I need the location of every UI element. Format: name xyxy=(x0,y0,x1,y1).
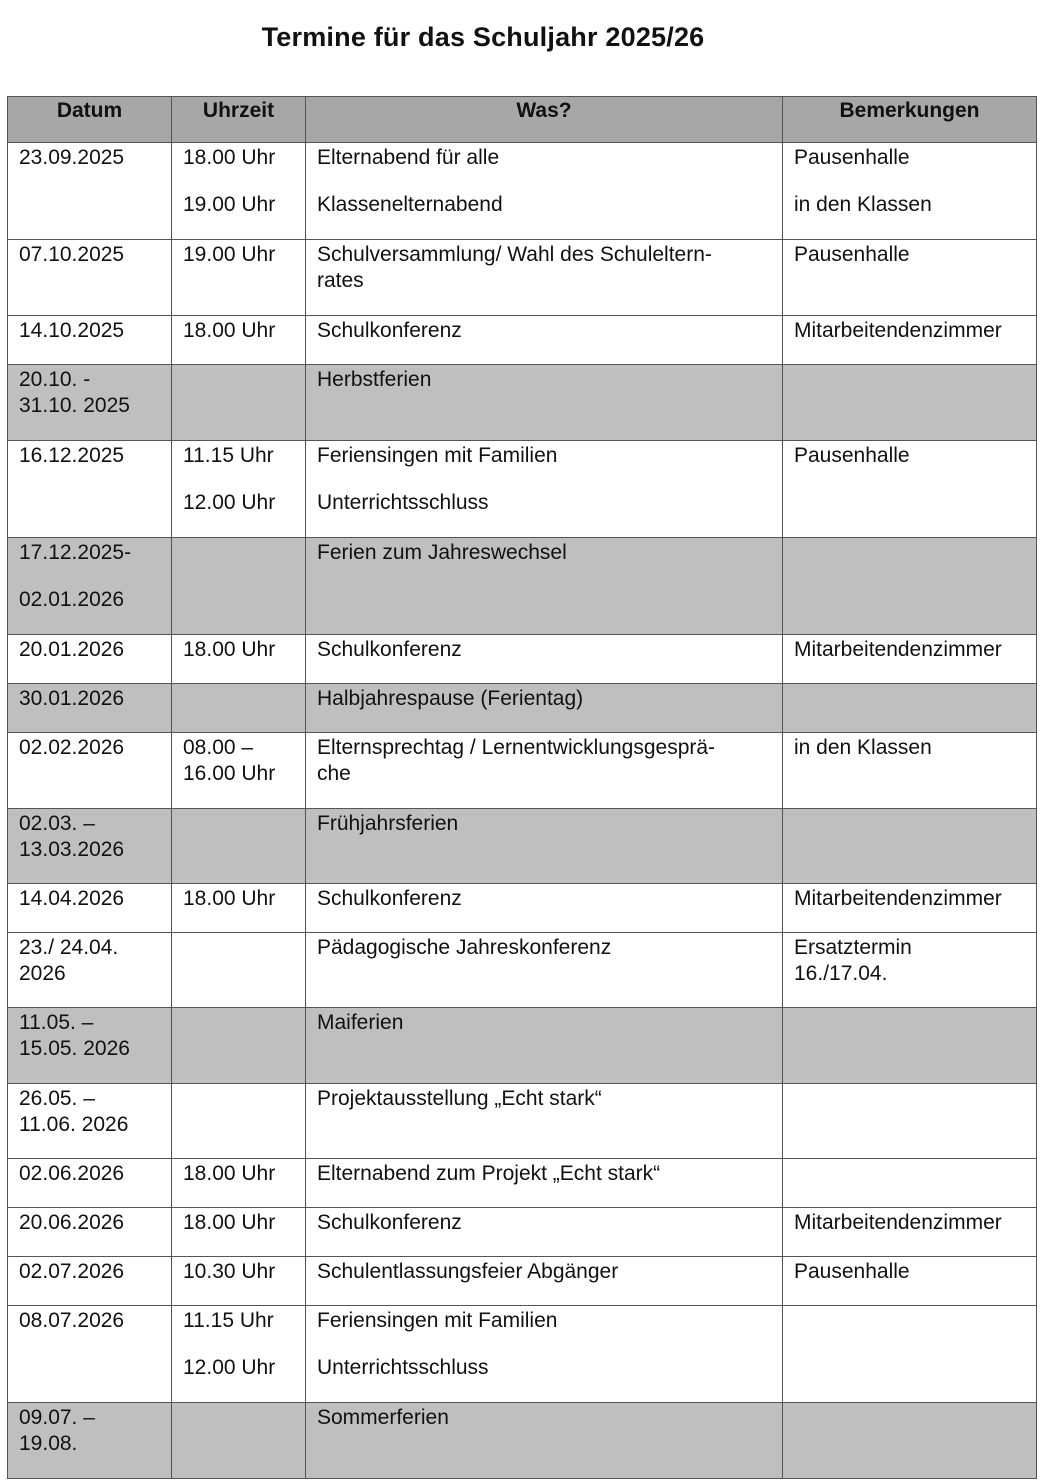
cell-what-line: Unterrichtsschluss xyxy=(317,1356,489,1379)
cell-remarks-line: Pausenhalle xyxy=(794,1260,910,1283)
cell-date-line: 23./ 24.04. xyxy=(19,936,119,959)
cell-what-line: Feriensingen mit Familien xyxy=(317,1309,558,1332)
cell-time-line: 18.00 Uhr xyxy=(183,319,276,342)
table-row xyxy=(8,933,1037,1008)
cell-date-line: 30.01.2026 xyxy=(19,687,125,710)
table-row xyxy=(8,365,1037,441)
cell-remarks xyxy=(783,884,1037,933)
cell-what xyxy=(306,240,783,316)
cell-what xyxy=(306,884,783,933)
cell-what-line: Schulkonferenz xyxy=(317,887,462,910)
cell-what xyxy=(306,538,783,635)
cell-what-line: Elternabend zum Projekt „Echt stark“ xyxy=(317,1162,661,1185)
cell-date-line: 08.07.2026 xyxy=(19,1309,125,1332)
cell-what-line: Projektausstellung „Echt stark“ xyxy=(317,1087,602,1110)
cell-date xyxy=(8,316,172,365)
cell-date xyxy=(8,1257,172,1306)
cell-remarks-line: 16./17.04. xyxy=(794,962,888,985)
cell-what xyxy=(306,1257,783,1306)
table-row xyxy=(8,240,1037,316)
cell-remarks-line: Pausenhalle xyxy=(794,243,910,266)
table-body xyxy=(8,143,1037,1479)
cell-remarks xyxy=(783,1403,1037,1479)
cell-remarks xyxy=(783,1159,1037,1208)
cell-what-line: Klassenelternabend xyxy=(317,193,503,216)
cell-remarks xyxy=(783,365,1037,441)
cell-remarks-line: Pausenhalle xyxy=(794,146,910,169)
cell-remarks-line: in den Klassen xyxy=(794,736,932,759)
cell-time xyxy=(172,1257,306,1306)
cell-date-line: 09.07. – xyxy=(19,1406,95,1429)
cell-remarks-line: in den Klassen xyxy=(794,193,932,216)
cell-time xyxy=(172,1008,306,1084)
table-header xyxy=(8,97,1037,143)
cell-remarks xyxy=(783,809,1037,884)
cell-date-line: 31.10. 2025 xyxy=(19,394,130,417)
column-header-time: Uhrzeit xyxy=(172,97,306,143)
cell-what xyxy=(306,143,783,240)
cell-what-line: Maiferien xyxy=(317,1011,404,1034)
cell-remarks xyxy=(783,635,1037,684)
table-row xyxy=(8,1403,1037,1479)
cell-time-line: 11.15 Uhr xyxy=(183,1309,274,1332)
cell-time-line: 19.00 Uhr xyxy=(183,193,276,216)
cell-date-line: 26.05. – xyxy=(19,1087,95,1110)
cell-date xyxy=(8,1084,172,1159)
cell-time-line: 16.00 Uhr xyxy=(183,762,276,785)
cell-time-line: 18.00 Uhr xyxy=(183,1211,276,1234)
cell-time-line: 08.00 – xyxy=(183,736,254,759)
cell-what-line: Feriensingen mit Familien xyxy=(317,444,558,467)
cell-what-line: Ferien zum Jahreswechsel xyxy=(317,541,567,564)
cell-time-line: 11.15 Uhr xyxy=(183,444,274,467)
cell-date xyxy=(8,733,172,809)
cell-time xyxy=(172,1084,306,1159)
column-header-what: Was? xyxy=(306,97,783,143)
cell-what-line: Schulkonferenz xyxy=(317,1211,462,1234)
table-row xyxy=(8,538,1037,635)
cell-what-line: Unterrichtsschluss xyxy=(317,491,489,514)
cell-date-line: 14.10.2025 xyxy=(19,319,125,342)
table-row xyxy=(8,684,1037,733)
cell-date xyxy=(8,538,172,635)
cell-date-line: 20.06.2026 xyxy=(19,1211,125,1234)
cell-what xyxy=(306,441,783,538)
table-row xyxy=(8,884,1037,933)
cell-what xyxy=(306,1306,783,1403)
table-row xyxy=(8,635,1037,684)
cell-remarks xyxy=(783,1008,1037,1084)
cell-time xyxy=(172,240,306,316)
table-row xyxy=(8,1257,1037,1306)
cell-remarks xyxy=(783,316,1037,365)
cell-time xyxy=(172,733,306,809)
cell-time xyxy=(172,809,306,884)
cell-time xyxy=(172,933,306,1008)
document-title: Termine für das Schuljahr 2025/26 xyxy=(261,22,705,52)
cell-remarks xyxy=(783,441,1037,538)
table-row xyxy=(8,809,1037,884)
cell-what-line: Schulkonferenz xyxy=(317,319,462,342)
cell-what-line: Sommerferien xyxy=(317,1406,449,1429)
cell-time-line: 18.00 Uhr xyxy=(183,1162,276,1185)
cell-remarks xyxy=(783,1257,1037,1306)
cell-date-line: 23.09.2025 xyxy=(19,146,125,169)
cell-what-line: Pädagogische Jahreskonferenz xyxy=(317,936,612,959)
cell-date xyxy=(8,809,172,884)
cell-date xyxy=(8,884,172,933)
cell-date-line: 02.07.2026 xyxy=(19,1260,125,1283)
cell-time xyxy=(172,538,306,635)
column-header-date: Datum xyxy=(8,97,172,143)
cell-remarks-line: Pausenhalle xyxy=(794,444,910,467)
cell-what-line: Frühjahrsferien xyxy=(317,812,459,835)
table-row xyxy=(8,1084,1037,1159)
table-row xyxy=(8,1008,1037,1084)
cell-time-line: 12.00 Uhr xyxy=(183,491,276,514)
cell-date xyxy=(8,365,172,441)
cell-what xyxy=(306,684,783,733)
cell-what xyxy=(306,1208,783,1257)
cell-date-line: 13.03.2026 xyxy=(19,838,125,861)
cell-time xyxy=(172,143,306,240)
cell-date xyxy=(8,1008,172,1084)
cell-what xyxy=(306,809,783,884)
cell-time xyxy=(172,884,306,933)
cell-date-line: 16.12.2025 xyxy=(19,444,125,467)
cell-time xyxy=(172,635,306,684)
cell-what-line: rates xyxy=(317,269,364,292)
table-row xyxy=(8,1159,1037,1208)
cell-remarks xyxy=(783,684,1037,733)
cell-what-line: Elternsprechtag / Lernentwicklungsgesprä- xyxy=(317,736,716,759)
cell-remarks xyxy=(783,933,1037,1008)
cell-date-line: 15.05. 2026 xyxy=(19,1037,130,1060)
cell-what xyxy=(306,1159,783,1208)
schedule-table xyxy=(7,96,1037,1479)
table-row xyxy=(8,733,1037,809)
cell-what xyxy=(306,933,783,1008)
cell-date xyxy=(8,240,172,316)
cell-date-line: 02.02.2026 xyxy=(19,736,125,759)
cell-what-line: che xyxy=(317,762,351,785)
cell-remarks xyxy=(783,143,1037,240)
table-row xyxy=(8,1208,1037,1257)
cell-date xyxy=(8,635,172,684)
cell-time xyxy=(172,316,306,365)
cell-remarks xyxy=(783,1084,1037,1159)
header-row xyxy=(8,97,1037,143)
cell-what xyxy=(306,1084,783,1159)
cell-date-line: 02.01.2026 xyxy=(19,588,125,611)
cell-date-line: 17.12.2025- xyxy=(19,541,132,564)
cell-what xyxy=(306,635,783,684)
cell-date-line: 20.10. - xyxy=(19,368,91,391)
cell-time xyxy=(172,441,306,538)
cell-what-line: Halbjahrespause (Ferientag) xyxy=(317,687,584,710)
cell-date-line: 19.08. xyxy=(19,1432,78,1455)
cell-date-line: 11.05. – xyxy=(19,1011,94,1034)
cell-date-line: 11.06. 2026 xyxy=(19,1113,129,1136)
cell-what-line: Schulkonferenz xyxy=(317,638,462,661)
cell-what xyxy=(306,316,783,365)
cell-time-line: 18.00 Uhr xyxy=(183,887,276,910)
cell-what-line: Herbstferien xyxy=(317,368,432,391)
table-row xyxy=(8,1306,1037,1403)
cell-time-line: 19.00 Uhr xyxy=(183,243,276,266)
cell-date xyxy=(8,441,172,538)
cell-date xyxy=(8,1208,172,1257)
cell-date xyxy=(8,1403,172,1479)
cell-date-line: 02.03. – xyxy=(19,812,95,835)
cell-remarks-line: Ersatztermin xyxy=(794,936,912,959)
cell-what-line: Schulversammlung/ Wahl des Schuleltern- xyxy=(317,243,712,266)
cell-what xyxy=(306,365,783,441)
cell-time xyxy=(172,1403,306,1479)
cell-date xyxy=(8,1306,172,1403)
cell-date-line: 07.10.2025 xyxy=(19,243,125,266)
cell-remarks xyxy=(783,733,1037,809)
cell-time-line: 10.30 Uhr xyxy=(183,1260,276,1283)
cell-date-line: 2026 xyxy=(19,962,66,985)
cell-remarks xyxy=(783,1208,1037,1257)
cell-date-line: 20.01.2026 xyxy=(19,638,125,661)
cell-time xyxy=(172,684,306,733)
cell-date xyxy=(8,143,172,240)
cell-remarks-line: Mitarbeitendenzimmer xyxy=(794,887,1002,910)
cell-time xyxy=(172,1306,306,1403)
cell-time-line: 18.00 Uhr xyxy=(183,146,276,169)
cell-time-line: 18.00 Uhr xyxy=(183,638,276,661)
cell-time xyxy=(172,1208,306,1257)
cell-time xyxy=(172,1159,306,1208)
cell-remarks xyxy=(783,240,1037,316)
cell-date-line: 02.06.2026 xyxy=(19,1162,125,1185)
table-row xyxy=(8,316,1037,365)
cell-time-line: 12.00 Uhr xyxy=(183,1356,276,1379)
cell-remarks-line: Mitarbeitendenzimmer xyxy=(794,319,1002,342)
cell-date xyxy=(8,684,172,733)
cell-date xyxy=(8,933,172,1008)
cell-remarks-line: Mitarbeitendenzimmer xyxy=(794,1211,1002,1234)
cell-remarks xyxy=(783,1306,1037,1403)
cell-time xyxy=(172,365,306,441)
column-header-remarks: Bemerkungen xyxy=(783,97,1037,143)
cell-what xyxy=(306,1008,783,1084)
cell-what-line: Elternabend für alle xyxy=(317,146,500,169)
cell-what xyxy=(306,1403,783,1479)
cell-date xyxy=(8,1159,172,1208)
cell-remarks-line: Mitarbeitendenzimmer xyxy=(794,638,1002,661)
table-row xyxy=(8,441,1037,538)
cell-remarks xyxy=(783,538,1037,635)
table-row xyxy=(8,143,1037,240)
cell-what xyxy=(306,733,783,809)
cell-date-line: 14.04.2026 xyxy=(19,887,125,910)
cell-what-line: Schulentlassungsfeier Abgänger xyxy=(317,1260,619,1283)
